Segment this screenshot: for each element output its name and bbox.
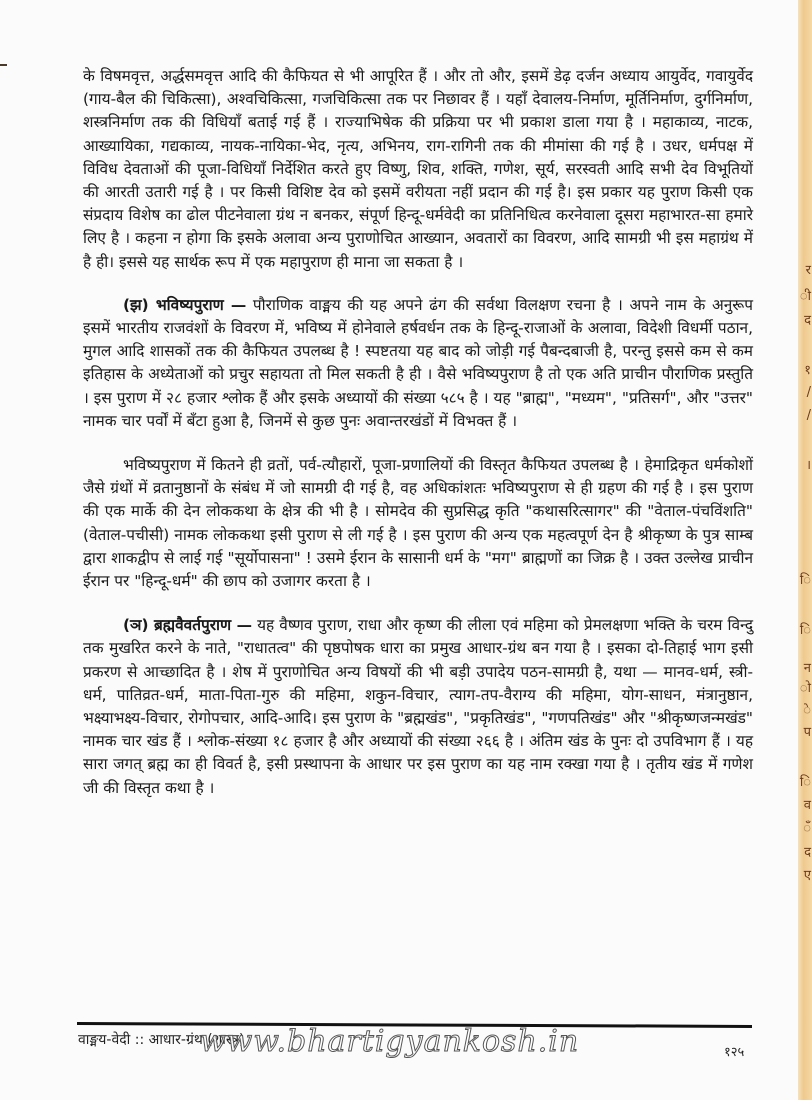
watermark: www.bhartigyankosh.in <box>200 1024 580 1059</box>
page-number: १२५ <box>724 1045 745 1060</box>
paragraph-continued: के विषमवृत्त, अर्द्धसमवृत्त आदि की कैफियत से भी आपूरित हैं । और तो और, इसमें डेढ़ दर्जन अध्याय आयुर्वेद, गवायुर्वेद (गाय-बैल की चिकित्सा), अश्वचिकित्सा, गजचिकित्सा तक पर निछावर हैं । यहाँ देवालय-निर्माण, मूर्तिनिर्माण, दुर्गनिर्माण, शस्त्रनिर्माण तक की विधियाँ बताई गई हैं । राज्याभिषेक की प्रक्रिया पर भी प्रकाश डाला गया है । महाकाव्य, नाटक, आख्यायिका, गद्यकाव्य, नायक-नायिका-भेद, नृत्य, अभिनय, राग-रागिनी तक की मीमांसा की गई है । उधर, धर्मपक्ष में विविध देवताओं की पूजा-विधियाँ निर्देशित करते हुए विष्णु, शिव, शक्ति, गणेश, सूर्य, सरस्वती आदि सभी देव विभूतियों की आरती उतारी गई है । पर किसी विशिष्ट देव को इसमें वरीयता नहीं प्रदान की गई है। इस प्रकार यह पुराण किसी एक संप्रदाय विशेष का ढोल पीटनेवाला ग्रंथ न बनकर, संपूर्ण हिन्दू-धर्मवेदी का प्रतिनिधित्व करनेवाला दूसरा महाभारत-सा हमारे लिए है । कहना न होगा कि इसके अलावा अन्य पुराणोचित आख्यान, अवतारों का विवरण, आदि सामग्री भी इस महाग्रंथ में है ही। इससे यह सार्थक रूप में एक महापुराण ही माना जा सकता है । <box>83 67 753 271</box>
edge-glyph: प <box>803 725 811 740</box>
edge-glyph: । <box>806 458 811 473</box>
paragraph-text: यह वैष्णव पुराण, राधा और कृष्ण की लीला एवं महिमा को प्रेमलक्षणा भक्ति के चरम विन्दु तक मुखरित करने के नाते, "राधातत्व" की पृष्ठपोषक धारा का प्रमुख आधार-ग्रंथ बन गया है । इसका दो-तिहाई भाग इसी प्रकरण से आच्छादित है । शेष में पुराणोचित अन्य विषयों की भी बड़ी उपादेय पठन-सामग्री है, यथा — मानव-धर्म, स्त्री-धर्म, पातिव्रत-धर्म, माता-पिता-गुरु की महिमा, शकुन-विचार, त्याग-तप-वैराग्य की महिमा, योग-साधन, मंत्रानुष्ठान, भक्ष्याभक्ष्य-विचार, रोगोपचार, आदि-आदि। इस पुराण के "ब्रह्मखंड", "प्रकृतिखंड", "गणपतिखंड" और "श्रीकृष्णजन्मखंड" नामक चार खंड हैं । श्लोक-संख्या १८ हजार है और अध्यायों की संख्या २६६ है । अंतिम खंड के पुनः दो उपविभाग हैं । यह सारा जगत् ब्रह्म का ही विवर्त है, इसी प्रस्थापना के आधार पर इस पुराण का यह नाम रक्खा गया है । तृतीय खंड में गणेश जी की विस्तृत कथा है । <box>83 616 753 797</box>
scan-mark <box>0 64 7 66</box>
paragraph-brahmavaivarta-purana <box>83 614 753 800</box>
paragraph-bhavishya-details: भविष्यपुराण में कितने ही व्रतों, पर्व-त्यौहारों, पूजा-प्रणालियों की विस्तृत कैफियत उपलब्ध है । हेमाद्रिकृत धर्मकोशों जैसे ग्रंथों में व्रतानुष्ठानों के संबंध में जो सामग्री दी गई है, वह अधिकांशतः भविष्यपुराण से ही ग्रहण की गई है । इस पुराण की एक मार्के की देन लोककथा के क्षेत्र की भी है । सोमदेव की सुप्रसिद्ध कृति "कथासरित्सागर" की "वेताल-पंचविंशति" (वेताल-पचीसी) नामक लोककथा इसी पुराण से ली गई है । इस पुराण की अन्य एक महत्वपूर्ण देन है श्रीकृष्ण के पुत्र साम्ब द्वारा शाकद्वीप से लाई गई "सूर्योपासना" ! उसमे ईरान के सासानी धर्म के "मग" ब्राह्मणों का जिक्र है । उक्त उल्लेख प्राचीन ईरान पर "हिन्दू-धर्म" की छाप को उजागर करता है । <box>83 456 753 591</box>
section-heading-brahmavaivarta: (ञ) ब्रह्मवैवर्तपुराण — <box>123 616 253 635</box>
paragraph-text: पौराणिक वाङ्मय की यह अपने ढंग की सर्वथा विलक्षण रचना है । अपने नाम के अनुरूप इसमें भारतीय राजवंशों के विवरण में, भविष्य में होनेवाले हर्षवर्धन तक के हिन्दू-राजाओं के अलावा, विदेशी विधर्मी पठान, मुगल आदि शासकों तक की कैफियत उपलब्ध है ! स्पष्टतया यह बाद को जोड़ी गई पैबन्दबाजी है, परन्तु इससे कम से कम इतिहास के अध्येताओं को प्रचुर सहायता तो मिल सकती है ही । वैसे भविष्यपुराण है तो एक अति प्राचीन पौराणिक प्रस्तुति । इस पुराण में २८ हजार श्लोक हैं और इसके अध्यायों की संख्या ५८५ है । यह "ब्राह्म", "मध्यम", "प्रतिसर्ग", और "उत्तर" नामक चार पर्वों में बँटा हुआ है, जिनमें से कुछ पुनः अवान्तरखंडों में विभक्त हैं । <box>83 295 753 430</box>
paragraph-bhavishya-purana <box>83 294 753 433</box>
edge-glyph: १ <box>804 363 811 378</box>
edge-glyph: े <box>803 703 811 718</box>
edge-glyph: व <box>803 798 811 813</box>
edge-glyph: र <box>805 263 811 278</box>
edge-glyph: द <box>804 313 811 328</box>
section-heading-bhavishya: (झ) भविष्यपुराण — <box>123 295 247 314</box>
edge-glyph: ी <box>799 289 811 304</box>
edge-glyph: ि <box>799 623 811 638</box>
edge-glyph: / <box>806 408 811 423</box>
edge-glyph: द <box>804 845 811 860</box>
page-body <box>83 65 753 800</box>
edge-glyph: ो <box>799 681 811 696</box>
running-title: वाङ्मय-वेदी :: आधार-ग्रंथ (शास्त्र) <box>78 1032 245 1048</box>
edge-glyph: ए <box>803 868 811 883</box>
edge-glyph: ँ <box>803 821 811 836</box>
edge-glyph: ि <box>799 573 811 588</box>
adjacent-page-edge <box>798 0 812 1100</box>
edge-glyph: / <box>806 385 811 400</box>
edge-glyph: न <box>803 661 811 676</box>
edge-glyph: ि <box>799 775 811 790</box>
